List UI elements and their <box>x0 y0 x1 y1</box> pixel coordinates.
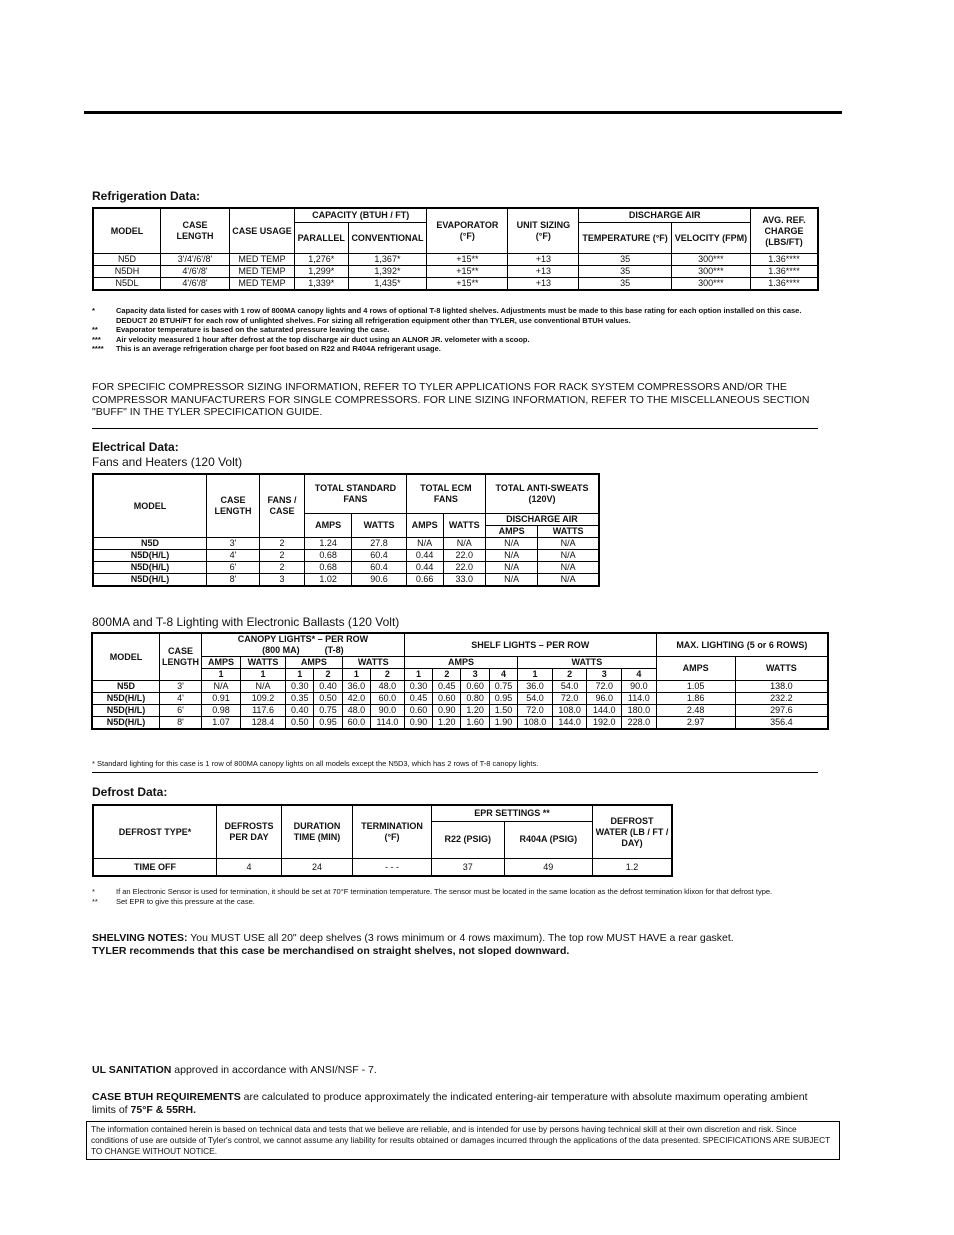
table-cell: 144.0 <box>587 705 622 717</box>
footnote <box>92 335 822 345</box>
th-row-num: 2 <box>552 669 587 681</box>
divider <box>92 428 818 429</box>
table-cell: 3 <box>260 574 305 587</box>
th-row-num: 2 <box>433 669 461 681</box>
th-case-usage: CASE USAGE <box>230 208 295 254</box>
fans-heaters-subheading: Fans and Heaters (120 Volt) <box>92 455 243 469</box>
table-cell: 36.0 <box>342 681 370 693</box>
table-cell: 2 <box>260 550 305 562</box>
th-duration: DURATION TIME (MIN) <box>282 805 353 859</box>
th-row-num: 3 <box>587 669 622 681</box>
table-cell: 22.0 <box>443 550 485 562</box>
top-rule <box>84 111 842 114</box>
shelving-text: You MUST USE all 20" deep shelves (3 rows minimum or 4 rows maximum). The top row MUST HAVE a rear gasket. <box>187 932 734 944</box>
table-cell: 117.6 <box>241 705 286 717</box>
table-cell: 0.95 <box>314 717 342 730</box>
btuh-label: CASE BTUH REQUIREMENTS <box>92 1091 241 1103</box>
table-cell: 0.68 <box>305 550 352 562</box>
table-cell: +13 <box>508 266 579 278</box>
table-cell: 6' <box>207 562 260 574</box>
th-row-num: 2 <box>371 669 405 681</box>
table-row <box>92 705 828 717</box>
table-cell: 36.0 <box>518 681 553 693</box>
table-cell: 60.4 <box>352 562 407 574</box>
lighting-subheading: 800MA and T-8 Lighting with Electronic Ballasts (120 Volt) <box>92 615 400 629</box>
ul-label: UL SANITATION <box>92 1064 172 1076</box>
table-cell: +15** <box>427 254 508 266</box>
table-cell: 1,367* <box>348 254 427 266</box>
lighting-note: * Standard lighting for this case is 1 row of 800MA canopy lights on all models except the N5D3, which has 2 rows of T-8 canopy lights. <box>92 759 539 768</box>
defrost-cell: 37 <box>432 859 505 877</box>
table-cell: 48.0 <box>371 681 405 693</box>
th-fans-case: FANS / CASE <box>260 474 305 538</box>
table-cell: 0.91 <box>202 693 241 705</box>
defrost-cell: TIME OFF <box>93 859 217 877</box>
th-termination: TERMINATION (°F) <box>353 805 432 859</box>
ul-sanitation <box>92 1064 822 1077</box>
table-cell: N5D <box>93 254 161 266</box>
table-cell: 60.0 <box>371 693 405 705</box>
table-cell: 128.4 <box>241 717 286 730</box>
th-watts: WATTS <box>735 657 828 681</box>
table-cell: 114.0 <box>371 717 405 730</box>
th-row-num: 1 <box>518 669 553 681</box>
refrigeration-table <box>92 207 819 291</box>
defrost-notes <box>92 887 822 906</box>
table-cell: 54.0 <box>552 681 587 693</box>
th-amps: AMPS <box>656 657 735 681</box>
th-parallel: PARALLEL <box>295 223 349 254</box>
table-cell: 0.50 <box>314 693 342 705</box>
th-velocity: VELOCITY (FPM) <box>671 223 750 254</box>
th-row-num: 3 <box>461 669 489 681</box>
th-amps: AMPS <box>305 514 352 538</box>
th-watts: WATTS <box>241 657 286 669</box>
table-cell: 3' <box>207 538 260 550</box>
table-cell: 228.0 <box>622 717 657 730</box>
table-cell: 22.0 <box>443 562 485 574</box>
table-cell: N/A <box>485 562 537 574</box>
table-cell: 108.0 <box>552 705 587 717</box>
th-watts: WATTS <box>342 657 404 669</box>
table-cell: 0.40 <box>314 681 342 693</box>
th-per-day: DEFROSTS PER DAY <box>217 805 282 859</box>
th-watts: WATTS <box>352 514 407 538</box>
table-cell: N/A <box>241 681 286 693</box>
footnote-marker: *** <box>92 334 101 344</box>
table-cell: 300*** <box>671 278 750 291</box>
table-cell: 90.0 <box>371 705 405 717</box>
table-cell: N/A <box>485 538 537 550</box>
refrigeration-rows <box>93 254 818 291</box>
table-cell: N5D(H/L) <box>92 705 160 717</box>
th-watts: WATTS <box>518 657 657 669</box>
table-cell: 1.50 <box>489 705 517 717</box>
table-cell: MED TEMP <box>230 254 295 266</box>
table-cell: 1.60 <box>461 717 489 730</box>
footnote <box>92 306 822 325</box>
th-shelf: SHELF LIGHTS – PER ROW <box>404 633 656 657</box>
electrical-heading: Electrical Data: <box>92 440 179 454</box>
table-cell: N5D(H/L) <box>93 550 207 562</box>
table-cell: 3' <box>160 681 202 693</box>
table-cell: 114.0 <box>622 693 657 705</box>
table-cell: 0.40 <box>286 705 314 717</box>
th-model: MODEL <box>93 474 207 538</box>
table-cell: 0.50 <box>286 717 314 730</box>
th-water: DEFROST WATER (LB / FT / DAY) <box>593 805 673 859</box>
footnote-text: Set EPR to give this pressure at the case. <box>116 896 255 906</box>
table-cell: 2.48 <box>656 705 735 717</box>
defrost-cell: 49 <box>504 859 592 877</box>
table-cell: 1.20 <box>433 717 461 730</box>
table-cell: N5D(H/L) <box>93 562 207 574</box>
table-cell: N5DL <box>93 278 161 291</box>
table-cell: 1.07 <box>202 717 241 730</box>
table-cell: 60.4 <box>352 550 407 562</box>
table-cell: 1,299* <box>295 266 349 278</box>
table-cell: MED TEMP <box>230 278 295 291</box>
th-watts: WATTS <box>538 526 599 538</box>
table-cell: 96.0 <box>587 693 622 705</box>
table-cell: N5D(H/L) <box>92 693 160 705</box>
table-cell: 54.0 <box>518 693 553 705</box>
table-cell: 1.02 <box>305 574 352 587</box>
table-cell: 0.30 <box>404 681 432 693</box>
table-cell: 0.95 <box>489 693 517 705</box>
th-case-length: CASE LENGTH <box>160 633 202 681</box>
th-max: MAX. LIGHTING (5 or 6 ROWS) <box>656 633 828 657</box>
lighting-rows <box>92 681 828 730</box>
th-row-num: 4 <box>622 669 657 681</box>
th-row-num: 1 <box>342 669 370 681</box>
table-cell: N/A <box>538 538 599 550</box>
table-cell: 6' <box>160 705 202 717</box>
table-cell: 72.0 <box>552 693 587 705</box>
footnote <box>92 897 822 907</box>
table-cell: 0.68 <box>305 562 352 574</box>
table-cell: 1.36**** <box>751 254 819 266</box>
th-discharge-air: DISCHARGE AIR <box>485 514 599 526</box>
th-amps: AMPS <box>404 657 517 669</box>
th-unit-sizing: UNIT SIZING (°F) <box>508 208 579 254</box>
th-row-num: 1 <box>241 669 286 681</box>
table-cell: 35 <box>579 266 672 278</box>
table-cell: 0.90 <box>404 717 432 730</box>
btuh-text: are calculated to produce approximately the indicated entering-air temperature with absolute maximum operating ambient limits of <box>92 1091 808 1116</box>
table-row <box>93 550 599 562</box>
table-cell: 33.0 <box>443 574 485 587</box>
footnote <box>92 344 822 354</box>
th-discharge-air: DISCHARGE AIR <box>579 208 751 223</box>
th-avg-ref: AVG. REF. CHARGE (LBS/FT) <box>751 208 819 254</box>
table-cell: 2 <box>260 538 305 550</box>
lighting-table-wrap <box>91 632 821 730</box>
th-case-length: CASE LENGTH <box>207 474 260 538</box>
th-case-length: CASE LENGTH <box>161 208 230 254</box>
table-cell: N5D <box>93 538 207 550</box>
th-defrost-type: DEFROST TYPE* <box>93 805 217 859</box>
table-cell: 297.6 <box>735 705 828 717</box>
table-cell: 1,276* <box>295 254 349 266</box>
defrost-cell: 24 <box>282 859 353 877</box>
table-cell: 42.0 <box>342 693 370 705</box>
table-cell: 4' <box>207 550 260 562</box>
table-cell: 1,339* <box>295 278 349 291</box>
table-cell: N/A <box>202 681 241 693</box>
table-row <box>92 717 828 730</box>
table-cell: 108.0 <box>518 717 553 730</box>
table-cell: 1.90 <box>489 717 517 730</box>
table-row <box>93 254 818 266</box>
fans-rows <box>93 538 599 587</box>
th-amps: AMPS <box>406 514 443 538</box>
table-cell: 144.0 <box>552 717 587 730</box>
table-cell: 4'/6'/8' <box>161 278 230 291</box>
footnote <box>92 887 822 897</box>
footnote-text: If an Electronic Sensor is used for termination, it should be set at 70°F termination temperature. The sensor must be located in the same location as the defrost termination klixon for that defrost type. <box>116 887 773 896</box>
btuh-limits: 75°F & 55RH. <box>130 1103 196 1116</box>
table-cell: N/A <box>406 538 443 550</box>
defrost-cell: 4 <box>217 859 282 877</box>
footnote-text: Evaporator temperature is based on the saturated pressure leaving the case. <box>116 325 390 334</box>
table-cell: 109.2 <box>241 693 286 705</box>
table-cell: 1,435* <box>348 278 427 291</box>
table-cell: 72.0 <box>587 681 622 693</box>
table-cell: 0.75 <box>489 681 517 693</box>
table-cell: 138.0 <box>735 681 828 693</box>
footnote <box>92 325 822 335</box>
defrost-table <box>92 804 673 877</box>
defrost-heading: Defrost Data: <box>92 785 168 799</box>
table-cell: N/A <box>538 574 599 587</box>
table-cell: MED TEMP <box>230 266 295 278</box>
table-cell: 1.24 <box>305 538 352 550</box>
table-cell: 2 <box>260 562 305 574</box>
shelving-label: SHELVING NOTES: <box>92 932 188 944</box>
th-evaporator: EVAPORATOR (°F) <box>427 208 508 254</box>
table-cell: 0.80 <box>461 693 489 705</box>
footnote-text: Air velocity measured 1 hour after defrost at the top discharge air duct using an ALNOR JR. velometer with a scoop. <box>116 334 530 344</box>
th-temperature: TEMPERATURE (°F) <box>579 223 672 254</box>
footnote-marker: * <box>92 887 95 896</box>
table-cell: 0.44 <box>406 550 443 562</box>
th-r22: R22 (PSIG) <box>432 821 505 858</box>
table-cell: 90.0 <box>622 681 657 693</box>
refrigeration-notes <box>92 306 822 354</box>
fans-heaters-table <box>92 473 600 587</box>
th-watts: WATTS <box>443 514 485 538</box>
footnote-marker: ** <box>92 325 98 334</box>
compressor-paragraph: FOR SPECIFIC COMPRESSOR SIZING INFORMATION, REFER TO TYLER APPLICATIONS FOR RACK SYSTEM COMPRESSORS AND/OR THE COMPRESSOR MANUFACTURERS FOR SINGLE COMPRESSORS. FOR LINE SIZING INFORMATION, REFER TO THE MISCELLANEOUS SECTION "BUFF" IN THE TYLER SPECIFICATION GUIDE. <box>92 381 810 418</box>
table-cell: 0.98 <box>202 705 241 717</box>
table-row <box>93 538 599 550</box>
table-cell: 3'/4'/6'/8' <box>161 254 230 266</box>
btuh-requirements <box>92 1091 812 1116</box>
table-cell: 1.36**** <box>751 278 819 291</box>
table-cell: N5D <box>92 681 160 693</box>
table-cell: N/A <box>485 550 537 562</box>
table-cell: 232.2 <box>735 693 828 705</box>
defrost-table-wrap <box>92 804 822 877</box>
th-amps: AMPS <box>286 657 343 669</box>
table-cell: +15** <box>427 278 508 291</box>
table-row <box>93 278 818 291</box>
th-row-num: 1 <box>202 669 241 681</box>
th-amps: AMPS <box>485 526 537 538</box>
th-amps: AMPS <box>202 657 241 669</box>
table-cell: 300*** <box>671 266 750 278</box>
table-row <box>93 574 599 587</box>
shelving-notes <box>92 932 832 957</box>
table-cell: N5D(H/L) <box>93 574 207 587</box>
table-cell: 356.4 <box>735 717 828 730</box>
table-cell: 4' <box>160 693 202 705</box>
table-row <box>93 562 599 574</box>
table-cell: 1.05 <box>656 681 735 693</box>
th-canopy: CANOPY LIGHTS* – PER ROW (800 MA) (T-8) <box>202 633 405 657</box>
table-cell: N/A <box>538 562 599 574</box>
th-epr: EPR SETTINGS ** <box>432 805 593 821</box>
table-cell: 4'/6'/8' <box>161 266 230 278</box>
table-cell: 0.60 <box>433 693 461 705</box>
th-row-num: 4 <box>489 669 517 681</box>
defrost-cell: - - - <box>353 859 432 877</box>
th-row-num: 2 <box>314 669 342 681</box>
lighting-table <box>91 632 829 730</box>
table-cell: 0.35 <box>286 693 314 705</box>
footnote-text: Capacity data listed for cases with 1 row of 800MA canopy lights and 4 rows of optional T-8 lighted shelves. Adjustments must be made to this base rating for each option installed on this case. DEDUCT 20 BTUH/FT for each row of unlighted shelves. For sizing all refrigeration equipment other than TYLER, use conventional BTUH values. <box>116 306 802 325</box>
th-r404a: R404A (PSIG) <box>504 821 592 858</box>
th-model: MODEL <box>92 633 160 681</box>
refrigeration-table-wrap <box>92 207 822 291</box>
th-canopy-t8: (T-8) <box>324 645 344 655</box>
table-cell: 0.44 <box>406 562 443 574</box>
footnote-text: This is an average refrigeration charge per foot based on R22 and R404A refrigerant usage. <box>116 344 441 353</box>
table-cell: 1,392* <box>348 266 427 278</box>
shelving-line2: TYLER recommends that this case be merchandised on straight shelves, not sloped downward. <box>92 944 570 957</box>
defrost-cell: 1.2 <box>593 859 673 877</box>
table-cell: 8' <box>160 717 202 730</box>
table-cell: 0.45 <box>433 681 461 693</box>
table-cell: 0.60 <box>461 681 489 693</box>
table-cell: N/A <box>443 538 485 550</box>
footnote-marker: * <box>92 306 95 315</box>
table-cell: 300*** <box>671 254 750 266</box>
table-cell: 0.60 <box>404 705 432 717</box>
table-cell: 0.90 <box>433 705 461 717</box>
table-cell: 2.97 <box>656 717 735 730</box>
th-model: MODEL <box>93 208 161 254</box>
th-conventional: CONVENTIONAL <box>348 223 427 254</box>
table-cell: 180.0 <box>622 705 657 717</box>
table-cell: 48.0 <box>342 705 370 717</box>
ul-text: approved in accordance with ANSI/NSF - 7. <box>171 1064 377 1076</box>
table-cell: 192.0 <box>587 717 622 730</box>
table-cell: N5DH <box>93 266 161 278</box>
fans-table-wrap <box>92 473 822 587</box>
th-canopy-800: (800 MA) <box>262 645 300 655</box>
table-cell: 60.0 <box>342 717 370 730</box>
divider <box>92 772 818 773</box>
table-cell: 1.36**** <box>751 266 819 278</box>
footnote-marker: ** <box>92 896 98 906</box>
table-cell: N5D(H/L) <box>92 717 160 730</box>
table-cell: N/A <box>538 550 599 562</box>
table-cell: 90.6 <box>352 574 407 587</box>
refrigeration-heading: Refrigeration Data: <box>92 189 201 203</box>
table-cell: 1.86 <box>656 693 735 705</box>
table-row <box>93 266 818 278</box>
th-ecm-fans: TOTAL ECM FANS <box>406 474 485 514</box>
table-cell: 0.30 <box>286 681 314 693</box>
table-row <box>92 693 828 705</box>
table-cell: +15** <box>427 266 508 278</box>
table-cell: 35 <box>579 278 672 291</box>
table-cell: N/A <box>485 574 537 587</box>
table-cell: 35 <box>579 254 672 266</box>
disclaimer-box: The information contained herein is based on technical data and tests that we believe are reliable, and is intended for use by persons having technical skill at their own discretion and risk. Since conditions of use are outside of Tyler's control, we cannot assume any liability for results obtained or damages incurred through the applications of the data presented. SPECIFICATIONS ARE SUBJECT TO CHANGE WITHOUT NOTICE. <box>86 1121 840 1160</box>
table-cell: 27.8 <box>352 538 407 550</box>
footnote-marker: **** <box>92 344 104 353</box>
th-std-fans: TOTAL STANDARD FANS <box>305 474 407 514</box>
th-capacity: CAPACITY (BTUH / FT) <box>295 208 427 223</box>
table-cell: +13 <box>508 254 579 266</box>
table-row <box>92 681 828 693</box>
table-cell: 1.20 <box>461 705 489 717</box>
table-cell: 8' <box>207 574 260 587</box>
table-cell: 72.0 <box>518 705 553 717</box>
table-cell: 0.66 <box>406 574 443 587</box>
th-row-num: 1 <box>404 669 432 681</box>
th-anti-sweats: TOTAL ANTI-SWEATS (120V) <box>485 474 599 514</box>
th-row-num: 1 <box>286 669 314 681</box>
table-cell: 0.45 <box>404 693 432 705</box>
table-cell: 0.75 <box>314 705 342 717</box>
table-cell: +13 <box>508 278 579 291</box>
